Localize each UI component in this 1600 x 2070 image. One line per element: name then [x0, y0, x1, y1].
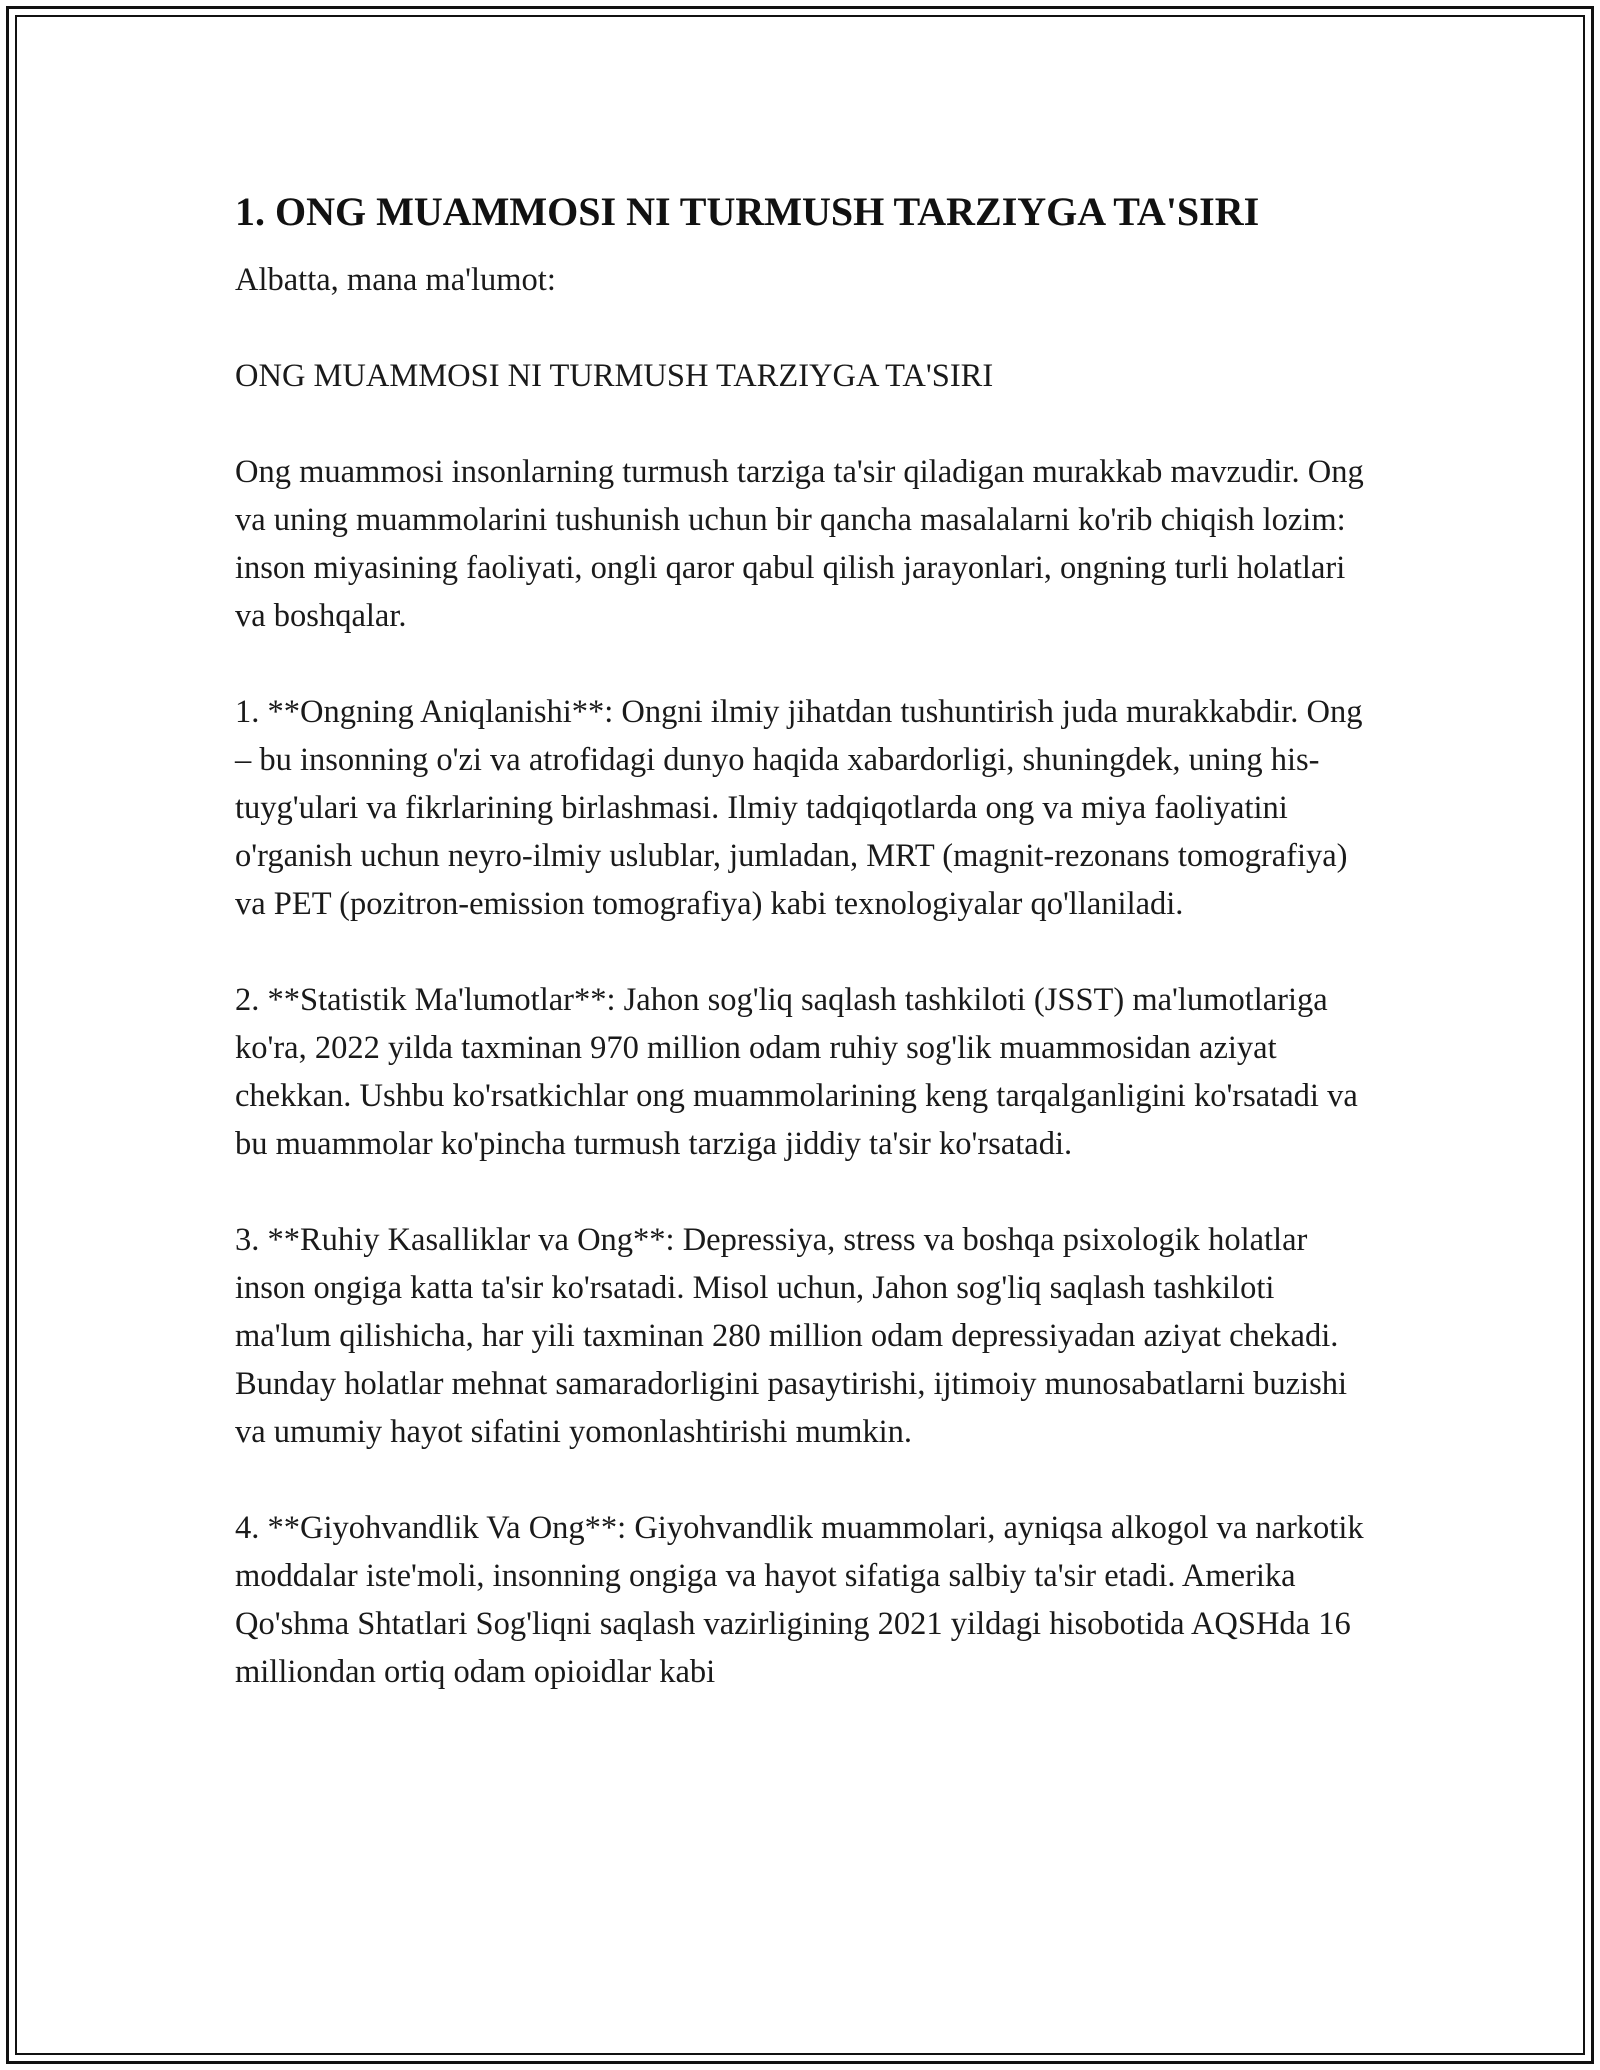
document-heading: 1. ONG MUAMMOSI NI TURMUSH TARZIYGA TA'SIRI — [235, 189, 1260, 234]
section-1-paragraph: 1. **Ongning Aniqlanishi**: Ongni ilmiy jihatdan tushuntirish juda murakkabdir. Ong – bu insonning o'zi va atrofidagi dunyo haqida xabardorligi, shuningdek, uning his-tuyg'ulari va fikrlarining birlashmasi. Ilmiy tadqiqotlarda ong va miya faoliyatini o'rganish uchun neyro-ilmiy uslublar, jumladan, MRT (magnit-rezonans tomografiya) va PET (pozitron-emission tomografiya) kabi texnologiyalar qo'llaniladi. — [235, 694, 1363, 922]
section-3-paragraph: 3. **Ruhiy Kasalliklar va Ong**: Depressiya, stress va boshqa psixologik holatlar inson ongiga katta ta'sir ko'rsatadi. Misol uchun, Jahon sog'liq saqlash tashkiloti ma'lum qilishicha, har yili taxminan 280 million odam depressiyadan aziyat chekadi. Bunday holatlar mehnat samaradorligini pasaytirishi, ijtimoiy munosabatlarni buzishi va umumiy hayot sifatini yomonlashtirishi mumkin. — [235, 1222, 1347, 1450]
subtitle-paragraph: ONG MUAMMOSI NI TURMUSH TARZIYGA TA'SIRI — [235, 358, 994, 394]
section-2-paragraph: 2. **Statistik Ma'lumotlar**: Jahon sog'liq saqlash tashkiloti (JSST) ma'lumotlariga ko'ra, 2022 yilda taxminan 970 million odam ruhiy sog'lik muammosidan aziyat chekkan. Ushbu ko'rsatkichlar ong muammolarining keng tarqalganligini ko'rsatadi va bu muammolar ko'pincha turmush tarziga jiddiy ta'sir ko'rsatadi. — [235, 982, 1358, 1162]
document-body — [235, 186, 1365, 1744]
section-4-paragraph: 4. **Giyohvandlik Va Ong**: Giyohvandlik muammolari, ayniqsa alkogol va narkotik moddalar iste'moli, insonning ongiga va hayot sifatiga salbiy ta'sir etadi. Amerika Qo'shma Shtatlari Sog'liqni saqlash vazirligining 2021 yildagi hisobotida AQSHda 16 milliondan ortiq odam opioidlar kabi — [235, 1510, 1364, 1690]
overview-paragraph: Ong muammosi insonlarning turmush tarziga ta'sir qiladigan murakkab mavzudir. Ong va uning muammolarini tushunish uchun bir qancha masalalarni ko'rib chiqish lozim: inson miyasining faoliyati, ongli qaror qabul qilish jarayonlari, ongning turli holatlari va boshqalar. — [235, 454, 1364, 634]
intro-paragraph: Albatta, mana ma'lumot: — [235, 262, 556, 298]
